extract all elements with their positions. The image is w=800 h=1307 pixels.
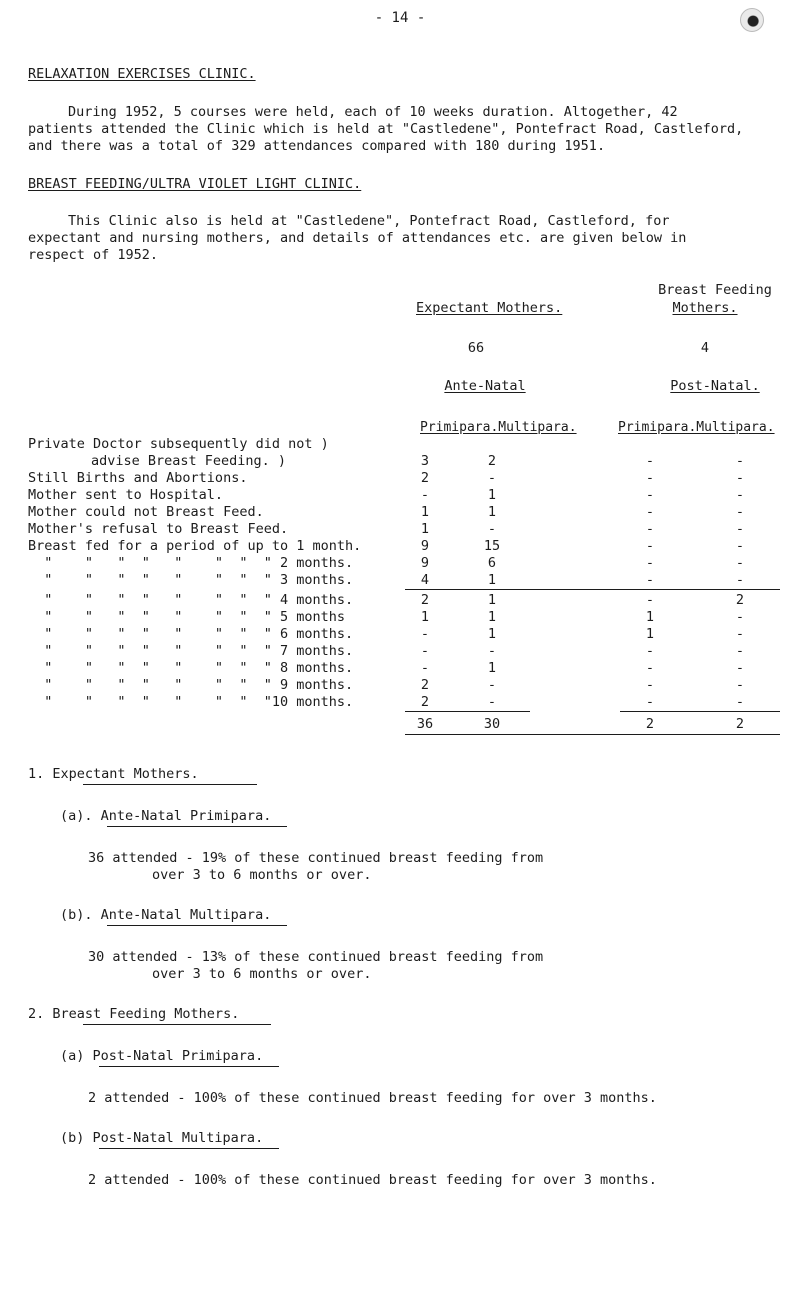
cell-post-primipara: - (645, 521, 655, 537)
cell-ante-primipara: - (420, 487, 430, 503)
note-1b-line2: over 3 to 6 months or over. (152, 966, 372, 982)
cell-ante-multipara: 1 (487, 487, 497, 503)
cell-post-primipara: - (645, 592, 655, 608)
punch-hole-mark (740, 8, 764, 32)
cell-ante-multipara: 1 (487, 504, 497, 520)
note-2-underline (83, 1024, 271, 1025)
cell-ante-primipara: 2 (420, 592, 430, 608)
post-natal-columns-header: Primipara.Multipara. (618, 420, 775, 435)
cell-post-primipara: 1 (645, 626, 655, 642)
cell-ante-primipara: - (420, 626, 430, 642)
cell-post-primipara: - (645, 453, 655, 469)
relaxation-paragraph-line1: During 1952, 5 courses were held, each of 10 weeks duration. Altogether, 42 (68, 104, 678, 120)
cell-ante-multipara: - (487, 643, 497, 659)
cell-post-multipara: - (735, 487, 745, 503)
breast-feeding-clinic-heading: BREAST FEEDING/ULTRA VIOLET LIGHT CLINIC. (28, 176, 362, 192)
cell-ante-multipara: 1 (487, 660, 497, 676)
cell-post-multipara: - (735, 538, 745, 554)
total-ante-primipara: 36 (416, 716, 434, 732)
note-1a-line2: over 3 to 6 months or over. (152, 867, 372, 883)
note-1-title: 1. Expectant Mothers. (28, 766, 199, 782)
cell-post-primipara: - (645, 643, 655, 659)
note-1a-line1: 36 attended - 19% of these continued breast feeding from (88, 850, 544, 866)
cell-ante-primipara: - (420, 643, 430, 659)
note-1a-underline (107, 826, 287, 827)
row-label-continued: advise Breast Feeding. ) (91, 453, 287, 469)
cell-post-multipara: - (735, 643, 745, 659)
note-2b-title: (b) Post-Natal Multipara. (60, 1130, 264, 1146)
cell-ante-multipara: - (487, 677, 497, 693)
row-label: " " " " " " " " 4 months. (28, 592, 354, 608)
cell-ante-multipara: - (487, 470, 497, 486)
cell-ante-primipara: 4 (420, 572, 430, 588)
row-label: " " " " " " " "10 months. (28, 694, 354, 710)
cell-post-multipara: - (735, 677, 745, 693)
total-post-multipara: 2 (735, 716, 745, 732)
note-2a-title: (a) Post-Natal Primipara. (60, 1048, 264, 1064)
table-divider (405, 589, 780, 590)
cell-post-primipara: - (645, 694, 655, 710)
note-2a-line1: 2 attended - 100% of these continued breast feeding for over 3 months. (88, 1090, 657, 1106)
note-1b-title: (b). Ante-Natal Multipara. (60, 907, 272, 923)
cell-ante-primipara: 3 (420, 453, 430, 469)
breast-feeding-mothers-header-line2: Mothers. (672, 300, 738, 316)
cell-ante-primipara: - (420, 660, 430, 676)
cell-ante-primipara: 2 (420, 694, 430, 710)
cell-post-primipara: - (645, 538, 655, 554)
total-ante-multipara: 30 (483, 716, 501, 732)
cell-post-multipara: - (735, 521, 745, 537)
expectant-mothers-header: Expectant Mothers. (416, 300, 563, 316)
cell-post-primipara: - (645, 572, 655, 588)
breast-feeding-paragraph-line1: This Clinic also is held at "Castledene", Pontefract Road, Castleford, for (68, 213, 670, 229)
table-divider-ante-total (405, 711, 530, 712)
cell-ante-primipara: 1 (420, 521, 430, 537)
post-natal-header: Post-Natal. (670, 378, 760, 394)
table-divider-post-total (620, 711, 780, 712)
relaxation-clinic-heading: RELAXATION EXERCISES CLINIC. (28, 66, 256, 82)
row-label: " " " " " " " " 6 months. (28, 626, 354, 642)
row-label: " " " " " " " " 8 months. (28, 660, 354, 676)
relaxation-paragraph-line2: patients attended the Clinic which is held at "Castledene", Pontefract Road, Castleford, (28, 121, 744, 137)
expectant-mothers-count: 66 (467, 340, 485, 356)
total-post-primipara: 2 (645, 716, 655, 732)
cell-post-primipara: - (645, 677, 655, 693)
cell-post-primipara: - (645, 555, 655, 571)
cell-ante-multipara: 2 (487, 453, 497, 469)
note-1b-underline (107, 925, 287, 926)
cell-ante-primipara: 2 (420, 470, 430, 486)
page-number: - 14 - (374, 10, 426, 26)
breast-feeding-mothers-count: 4 (700, 340, 710, 356)
cell-ante-primipara: 9 (420, 538, 430, 554)
cell-ante-primipara: 1 (420, 609, 430, 625)
cell-ante-multipara: 15 (483, 538, 501, 554)
cell-ante-multipara: 1 (487, 592, 497, 608)
note-1b-line1: 30 attended - 13% of these continued breast feeding from (88, 949, 544, 965)
cell-ante-multipara: 1 (487, 626, 497, 642)
row-label: " " " " " " " " 9 months. (28, 677, 354, 693)
cell-ante-primipara: 9 (420, 555, 430, 571)
row-label: " " " " " " " " 5 months (28, 609, 345, 625)
cell-post-primipara: - (645, 660, 655, 676)
cell-post-multipara: - (735, 694, 745, 710)
row-label: " " " " " " " " 3 months. (28, 572, 354, 588)
cell-post-primipara: 1 (645, 609, 655, 625)
cell-post-multipara: - (735, 470, 745, 486)
row-label: " " " " " " " " 2 months. (28, 555, 354, 571)
row-label: Still Births and Abortions. (28, 470, 248, 486)
breast-feeding-paragraph-line3: respect of 1952. (28, 247, 159, 263)
row-label: Private Doctor subsequently did not ) (28, 436, 329, 452)
cell-post-multipara: - (735, 609, 745, 625)
cell-post-primipara: - (645, 487, 655, 503)
note-2b-underline (99, 1148, 279, 1149)
row-label: Mother's refusal to Breast Feed. (28, 521, 289, 537)
ante-natal-header: Ante-Natal (444, 378, 526, 394)
cell-ante-multipara: 1 (487, 609, 497, 625)
table-bottom-rule (405, 734, 780, 735)
cell-post-multipara: - (735, 453, 745, 469)
cell-ante-primipara: 1 (420, 504, 430, 520)
row-label: Mother sent to Hospital. (28, 487, 224, 503)
note-1-underline (83, 784, 257, 785)
cell-post-multipara: - (735, 572, 745, 588)
row-label: Mother could not Breast Feed. (28, 504, 264, 520)
row-label: " " " " " " " " 7 months. (28, 643, 354, 659)
note-1a-title: (a). Ante-Natal Primipara. (60, 808, 272, 824)
row-label: Breast fed for a period of up to 1 month. (28, 538, 362, 554)
cell-post-primipara: - (645, 470, 655, 486)
breast-feeding-mothers-header-line1: Breast Feeding (658, 282, 772, 298)
note-2-title: 2. Breast Feeding Mothers. (28, 1006, 240, 1022)
cell-post-multipara: 2 (735, 592, 745, 608)
cell-post-primipara: - (645, 504, 655, 520)
relaxation-paragraph-line3: and there was a total of 329 attendances compared with 180 during 1951. (28, 138, 606, 154)
cell-post-multipara: - (735, 660, 745, 676)
note-2b-line1: 2 attended - 100% of these continued breast feeding for over 3 months. (88, 1172, 657, 1188)
note-2a-underline (99, 1066, 279, 1067)
cell-post-multipara: - (735, 555, 745, 571)
cell-post-multipara: - (735, 626, 745, 642)
cell-ante-primipara: 2 (420, 677, 430, 693)
cell-ante-multipara: - (487, 521, 497, 537)
cell-ante-multipara: 6 (487, 555, 497, 571)
cell-ante-multipara: - (487, 694, 497, 710)
cell-ante-multipara: 1 (487, 572, 497, 588)
ante-natal-columns-header: Primipara.Multipara. (420, 420, 577, 435)
cell-post-multipara: - (735, 504, 745, 520)
breast-feeding-paragraph-line2: expectant and nursing mothers, and details of attendances etc. are given below in (28, 230, 687, 246)
